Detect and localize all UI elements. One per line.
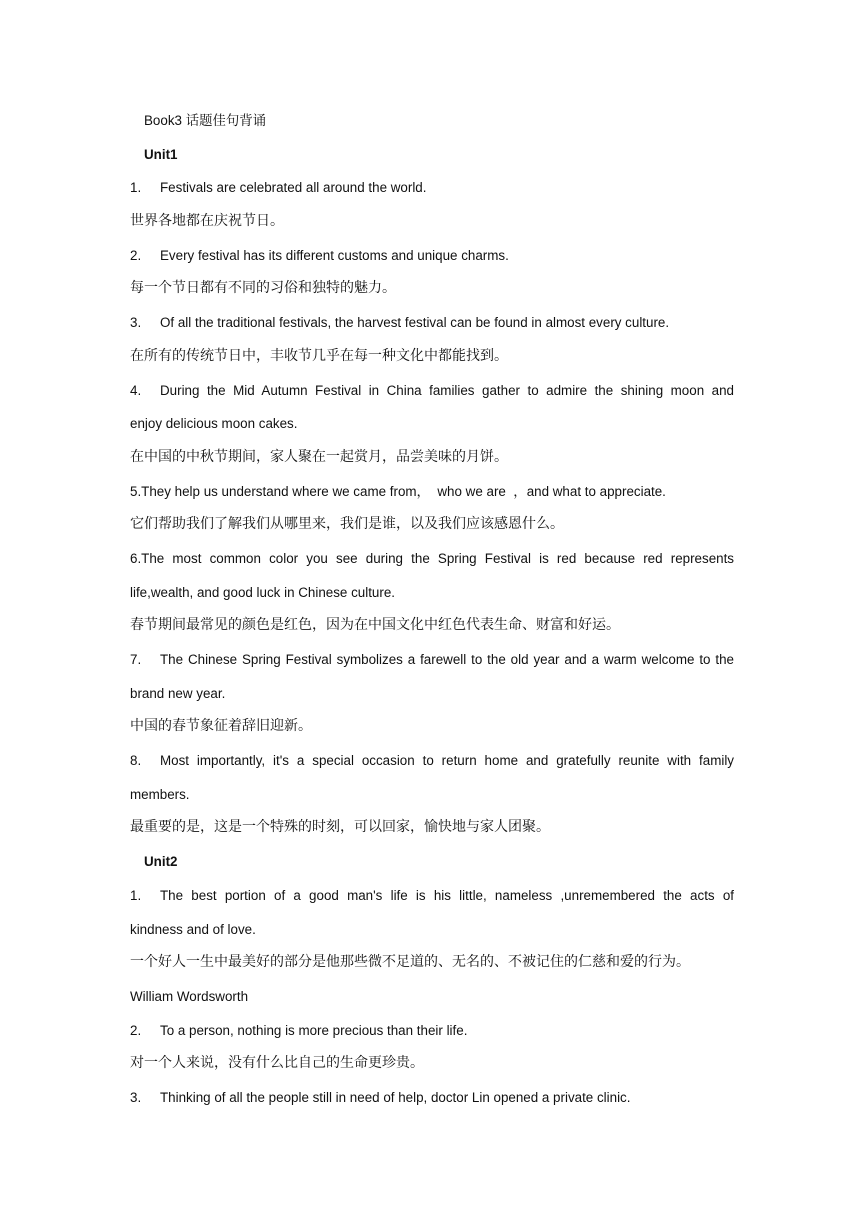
u1-item-2-en — [130, 239, 734, 273]
item-number: 3. — [130, 315, 142, 331]
u1-item-7-en-line1 — [130, 643, 734, 677]
item-number: 2. — [130, 1022, 142, 1038]
item-number: 1. — [130, 887, 142, 903]
u2-item-2-zh: 对一个人来说，没有什么比自己的生命更珍贵。 — [130, 1055, 424, 1072]
doc-title: Book3 话题佳句背诵 — [144, 113, 267, 128]
english-sentence: Most importantly, it's a special occasion to return home and gratefully reunite with family — [160, 753, 734, 769]
item-number: 1. — [130, 180, 142, 196]
u1-item-7-zh: 中国的春节象征着辞旧迎新。 — [130, 718, 312, 735]
item-number: 8. — [130, 753, 142, 769]
u1-item-3-en — [130, 306, 734, 340]
u1-item-5-en: 5.They help us understand where we came from， who we are ，and what to appreciate. — [130, 483, 666, 499]
unit2-heading: Unit2 — [144, 854, 178, 870]
english-sentence: To a person, nothing is more precious than their life. — [160, 1022, 468, 1038]
item-number: 2. — [130, 247, 142, 263]
u1-item-4-en-line2: enjoy delicious moon cakes. — [130, 416, 298, 432]
u1-item-8-zh: 最重要的是，这是一个特殊的时刻，可以回家，愉快地与家人团聚。 — [130, 819, 550, 836]
u1-item-1-zh: 世界各地都在庆祝节日。 — [130, 213, 284, 230]
english-sentence: Every festival has its different customs and unique charms. — [160, 247, 509, 263]
u1-item-8-en-line1 — [130, 744, 734, 778]
u2-item-1-en-line2: kindness and of love. — [130, 921, 256, 937]
item-number: 3. — [130, 1089, 142, 1105]
u1-item-7-en-line2: brand new year. — [130, 685, 226, 701]
english-sentence: Thinking of all the people still in need of help, doctor Lin opened a private clinic. — [160, 1089, 631, 1105]
u1-item-1-en — [130, 171, 734, 205]
unit1-heading: Unit1 — [144, 146, 178, 162]
u1-item-5-zh: 它们帮助我们了解我们从哪里来，我们是谁，以及我们应该感恩什么。 — [130, 516, 564, 533]
u1-item-6-zh: 春节期间最常见的颜色是红色，因为在中国文化中红色代表生命、财富和好运。 — [130, 617, 620, 634]
u1-item-4-zh: 在中国的中秋节期间，家人聚在一起赏月，品尝美味的月饼。 — [130, 448, 508, 465]
u1-item-3-zh: 在所有的传统节日中，丰收节几乎在每一种文化中都能找到。 — [130, 347, 508, 364]
english-sentence: During the Mid Autumn Festival in China families gather to admire the shining moon and — [160, 382, 734, 398]
u2-item-1-zh: 一个好人一生中最美好的部分是他那些微不足道的、无名的、不被记住的仁慈和爱的行为。 — [130, 954, 690, 971]
u2-item-2-en — [130, 1014, 734, 1048]
item-number: 4. — [130, 382, 142, 398]
u2-item-1-en-line1 — [130, 879, 734, 913]
u1-item-4-en-line1 — [130, 374, 734, 408]
u1-item-6-en-line2: life,wealth, and good luck in Chinese culture. — [130, 584, 395, 600]
u1-item-6-en-line1: 6.The most common color you see during the Spring Festival is red because red represents — [130, 550, 734, 566]
u1-item-2-zh: 每一个节日都有不同的习俗和独特的魅力。 — [130, 280, 396, 297]
english-sentence: The Chinese Spring Festival symbolizes a farewell to the old year and a warm welcome to the — [160, 652, 734, 667]
english-sentence: Festivals are celebrated all around the world. — [160, 180, 427, 196]
item-number: 7. — [130, 652, 142, 667]
quote-author: William Wordsworth — [130, 988, 249, 1004]
english-sentence: The best portion of a good man's life is his little, nameless ,unremembered the acts of — [160, 887, 734, 903]
u2-item-3-en — [130, 1081, 734, 1115]
u1-item-8-en-line2: members. — [130, 786, 190, 802]
english-sentence: Of all the traditional festivals, the harvest festival can be found in almost every culture. — [160, 315, 670, 331]
document-page — [130, 104, 734, 1115]
